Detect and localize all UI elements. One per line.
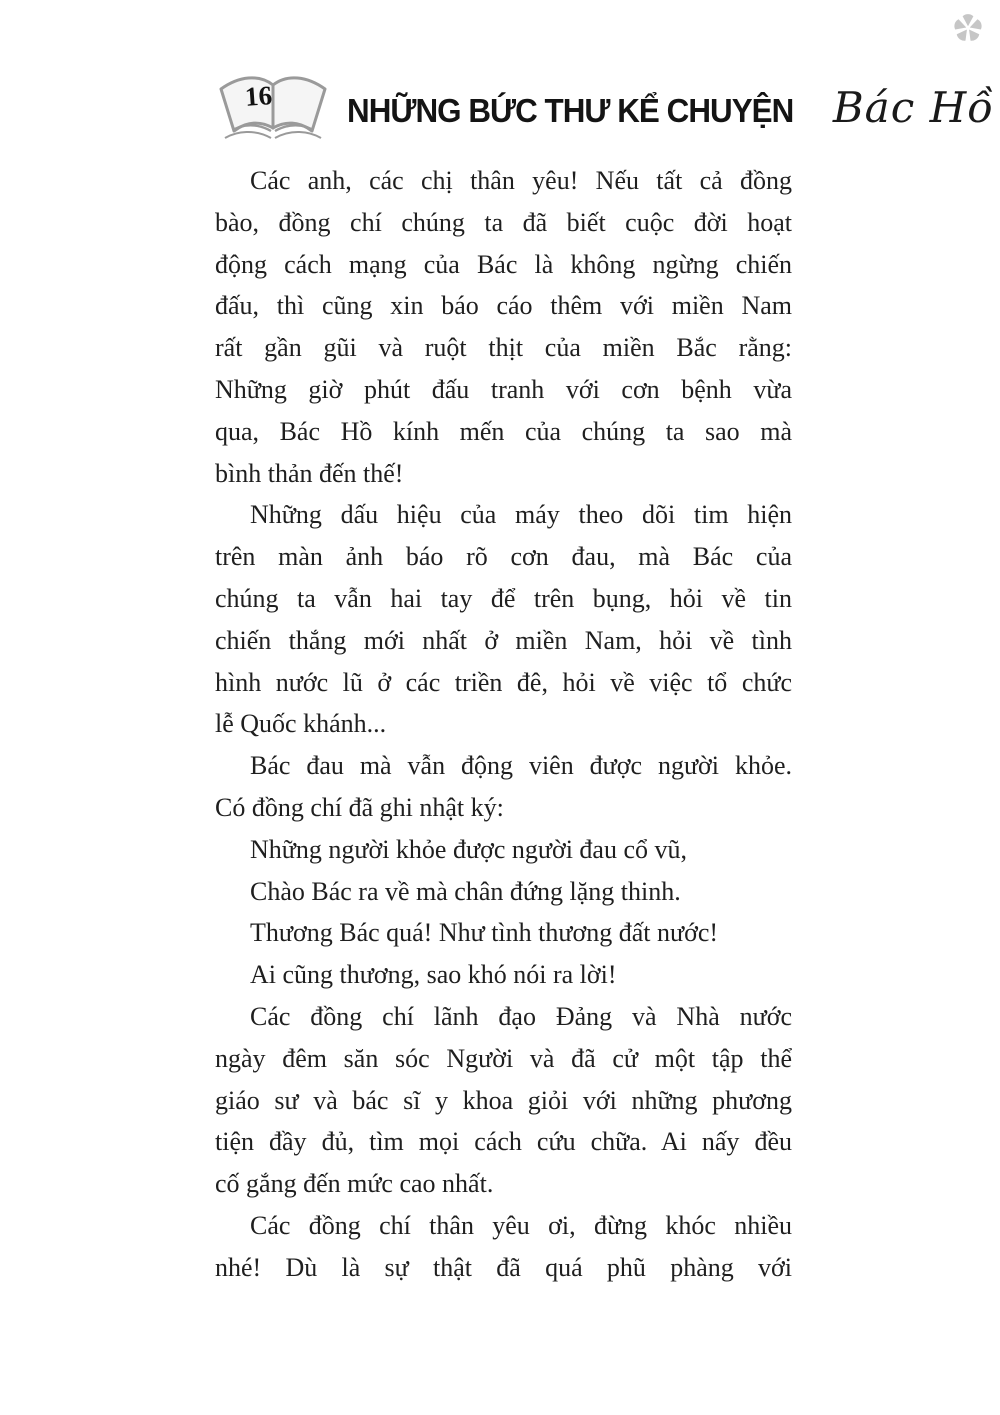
body-text xyxy=(215,160,792,1289)
text-line: động cách mạng của Bác là không ngừng chiến xyxy=(215,249,792,279)
text-line: Có đồng chí đã ghi nhật ký: xyxy=(215,792,504,822)
text-line: cố gắng đến mức cao nhất. xyxy=(215,1169,494,1199)
text-line: bào, đồng chí chúng ta đã biết cuộc đời hoạt xyxy=(215,207,792,237)
verse-paragraph xyxy=(215,829,792,996)
text-line: chúng ta vẫn hai tay để trên bụng, hỏi về tin xyxy=(215,583,792,613)
page-header xyxy=(213,68,994,146)
text-line: Bác đau mà vẫn động viên được người khỏe. xyxy=(250,751,792,781)
text-line: Những người khỏe được người đau cổ vũ, xyxy=(250,834,687,864)
paragraph xyxy=(215,745,792,829)
text-line: nhé! Dù là sự thật đã quá phũ phàng với xyxy=(215,1252,792,1282)
paragraph xyxy=(215,996,792,1205)
paragraph xyxy=(215,494,792,745)
running-title-script: Bác Hồ xyxy=(832,82,994,132)
running-title-text: NHỮNG BỨC THƯ KỂ CHUYỆN xyxy=(347,91,794,129)
text-line: trên màn ảnh báo rõ cơn đau, mà Bác của xyxy=(215,542,792,572)
page-number: 16 xyxy=(243,80,273,112)
text-line: Các đồng chí lãnh đạo Đảng và Nhà nước xyxy=(250,1001,792,1031)
text-line: tiện đầy đủ, tìm mọi cách cứu chữa. Ai nấy đều xyxy=(215,1127,792,1157)
flower-ornament-icon xyxy=(950,10,990,50)
paragraph xyxy=(215,1205,792,1289)
text-line: Các anh, các chị thân yêu! Nếu tất cả đồng xyxy=(250,166,792,195)
text-line: Chào Bác ra về mà chân đứng lặng thinh. xyxy=(250,876,681,906)
text-line: Thương Bác quá! Như tình thương đất nước! xyxy=(250,918,719,948)
text-line: bình thản đến thế! xyxy=(215,458,404,488)
text-line: qua, Bác Hồ kính mến của chúng ta sao mà xyxy=(215,416,792,446)
text-line: hình nước lũ ở các triền đê, hỏi về việc tổ chức xyxy=(215,667,792,697)
text-line: lễ Quốc khánh... xyxy=(215,709,387,739)
text-line: Những dấu hiệu của máy theo dõi tim hiện xyxy=(250,500,792,530)
text-line: chiến thắng mới nhất ở miền Nam, hỏi về tình xyxy=(215,625,792,655)
text-line: rất gần gũi và ruột thịt của miền Bắc rằng: xyxy=(215,333,792,363)
paragraph xyxy=(215,160,792,494)
text-line: giáo sư và bác sĩ y khoa giỏi với những phương xyxy=(215,1085,792,1115)
text-line: Các đồng chí thân yêu ơi, đừng khóc nhiều xyxy=(250,1210,792,1240)
text-line: Những giờ phút đấu tranh với cơn bệnh vừa xyxy=(215,374,792,404)
text-line: Ai cũng thương, sao khó nói ra lời! xyxy=(250,960,617,990)
open-book-icon xyxy=(213,70,333,144)
text-line: đấu, thì cũng xin báo cáo thêm với miền Nam xyxy=(215,291,792,321)
running-title xyxy=(347,83,994,132)
text-line: ngày đêm săn sóc Người và đã cử một tập thể xyxy=(215,1043,792,1073)
